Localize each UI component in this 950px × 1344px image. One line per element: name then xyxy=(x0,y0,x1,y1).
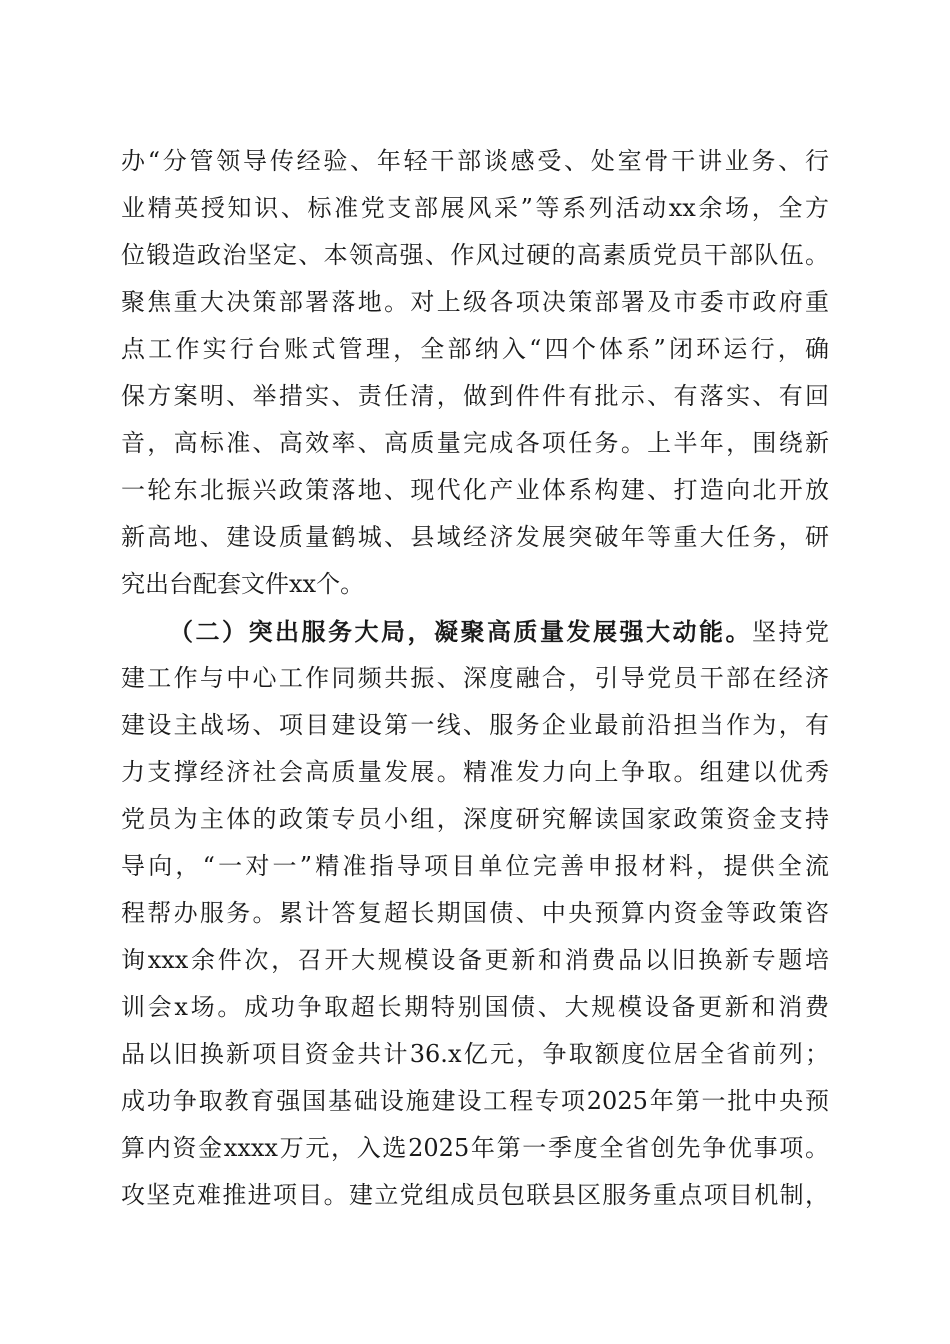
paragraph-line: 力支撑经济社会高质量发展。精准发力向上争取。组建以优秀 xyxy=(121,758,829,786)
paragraph-line: 业精英授知识、标准党支部展风采”等系列活动xx余场，全方 xyxy=(121,194,829,222)
paragraph-line: 究出台配套文件xx个。 xyxy=(121,570,365,598)
paragraph-line: 建工作与中心工作同频共振、深度融合，引导党员干部在经济 xyxy=(121,664,829,692)
paragraph-line: 品以旧换新项目资金共计36.x亿元，争取额度位居全省前列； xyxy=(121,1040,829,1068)
paragraph-line: 攻坚克难推进项目。建立党组成员包联县区服务重点项目机制， xyxy=(121,1181,829,1209)
paragraph-line: 点工作实行台账式管理，全部纳入“四个体系”闭环运行，确 xyxy=(121,335,829,363)
section-heading-tail: 坚持党 xyxy=(752,618,829,646)
paragraph-line: 询xxx余件次，召开大规模设备更新和消费品以旧换新专题培 xyxy=(121,946,829,974)
paragraph-line: 音，高标准、高效率、高质量完成各项任务。上半年，围绕新 xyxy=(121,429,829,457)
paragraph-line: 党员为主体的政策专员小组，深度研究解读国家政策资金支持 xyxy=(121,805,829,833)
paragraph-line: 聚焦重大决策部署落地。对上级各项决策部署及市委市政府重 xyxy=(121,288,829,316)
paragraph-line: 办“分管领导传经验、年轻干部谈感受、处室骨干讲业务、行 xyxy=(121,147,829,175)
paragraph-line: 保方案明、举措实、责任清，做到件件有批示、有落实、有回 xyxy=(121,382,829,410)
paragraph-line: 导向，“一对一”精准指导项目单位完善申报材料，提供全流 xyxy=(121,852,829,880)
paragraph-line: 训会x场。成功争取超长期特别国债、大规模设备更新和消费 xyxy=(121,993,829,1021)
paragraph-line: 算内资金xxxx万元，入选2025年第一季度全省创先争优事项。 xyxy=(121,1134,829,1162)
paragraph-line: 位锻造政治坚定、本领高强、作风过硬的高素质党员干部队伍。 xyxy=(121,241,829,269)
document-body xyxy=(121,138,829,1219)
paragraph-line: 新高地、建设质量鹤城、县域经济发展突破年等重大任务，研 xyxy=(121,523,829,551)
paragraph-line: 一轮东北振兴政策落地、现代化产业体系构建、打造向北开放 xyxy=(121,476,829,504)
paragraph-line: 建设主战场、项目建设第一线、服务企业最前沿担当作为，有 xyxy=(121,711,829,739)
section-heading-line xyxy=(121,608,829,655)
section-heading: （二）突出服务大局，凝聚高质量发展强大动能。 xyxy=(169,617,752,646)
paragraph-line: 成功争取教育强国基础设施建设工程专项2025年第一批中央预 xyxy=(121,1087,829,1115)
paragraph-line: 程帮办服务。累计答复超长期国债、中央预算内资金等政策咨 xyxy=(121,899,829,927)
